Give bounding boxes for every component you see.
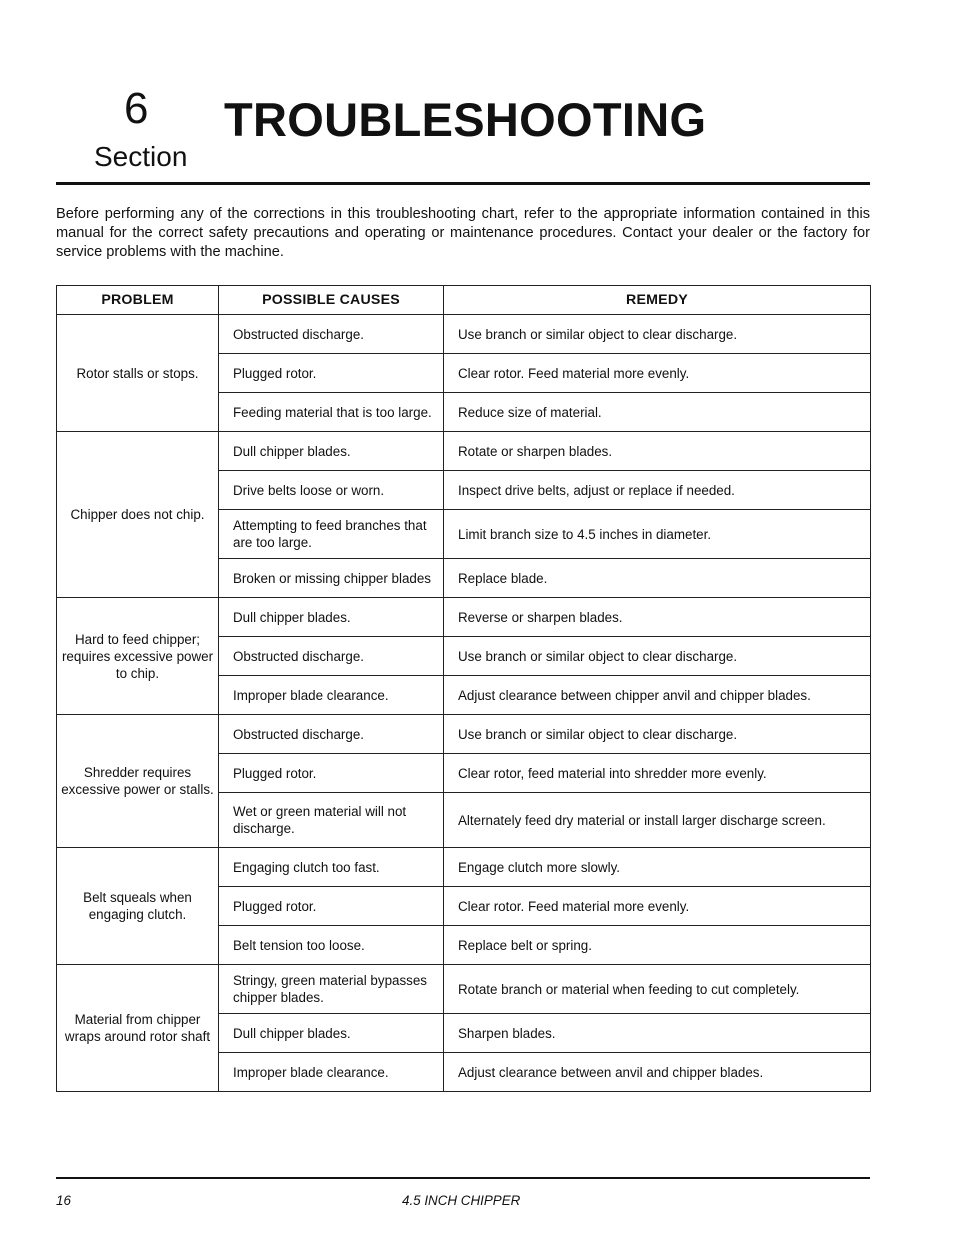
table-row [57, 432, 871, 471]
problem-cell: Hard to feed chipper; requires excessive power to chip. [57, 598, 219, 715]
title-divider [56, 182, 870, 185]
cause-cell: Obstructed discharge. [219, 715, 444, 754]
cause-cell: Feeding material that is too large. [219, 393, 444, 432]
troubleshooting-table [56, 285, 871, 1092]
cause-cell: Plugged rotor. [219, 754, 444, 793]
page-number: 16 [56, 1193, 71, 1208]
problem-cell: Belt squeals when engaging clutch. [57, 848, 219, 965]
remedy-cell: Sharpen blades. [444, 1014, 871, 1053]
header-remedy: REMEDY [444, 286, 871, 315]
remedy-cell: Rotate or sharpen blades. [444, 432, 871, 471]
section-label: Section [94, 141, 188, 172]
remedy-cell: Limit branch size to 4.5 inches in diameter. [444, 510, 871, 559]
cause-cell: Plugged rotor. [219, 887, 444, 926]
remedy-cell: Clear rotor. Feed material more evenly. [444, 887, 871, 926]
cause-cell: Dull chipper blades. [219, 432, 444, 471]
remedy-cell: Replace belt or spring. [444, 926, 871, 965]
cause-cell: Stringy, green material bypasses chipper blades. [219, 965, 444, 1014]
header-possible-causes: POSSIBLE CAUSES [219, 286, 444, 315]
cause-cell: Dull chipper blades. [219, 598, 444, 637]
remedy-cell: Clear rotor. Feed material more evenly. [444, 354, 871, 393]
cause-cell: Obstructed discharge. [219, 315, 444, 354]
cause-cell: Improper blade clearance. [219, 676, 444, 715]
remedy-cell: Engage clutch more slowly. [444, 848, 871, 887]
cause-cell: Obstructed discharge. [219, 637, 444, 676]
table-row [57, 848, 871, 887]
cause-cell: Plugged rotor. [219, 354, 444, 393]
table-row [57, 965, 871, 1014]
cause-cell: Wet or green material will not discharge. [219, 793, 444, 848]
remedy-cell: Adjust clearance between chipper anvil and chipper blades. [444, 676, 871, 715]
remedy-cell: Alternately feed dry material or install larger discharge screen. [444, 793, 871, 848]
page-title: TROUBLESHOOTING [224, 93, 707, 146]
cause-cell: Attempting to feed branches that are too large. [219, 510, 444, 559]
header-problem: PROBLEM [57, 286, 219, 315]
cause-cell: Belt tension too loose. [219, 926, 444, 965]
document-name: 4.5 INCH CHIPPER [402, 1193, 521, 1208]
problem-cell: Chipper does not chip. [57, 432, 219, 598]
cause-cell: Drive belts loose or worn. [219, 471, 444, 510]
remedy-cell: Rotate branch or material when feeding to cut completely. [444, 965, 871, 1014]
remedy-cell: Replace blade. [444, 559, 871, 598]
remedy-cell: Clear rotor, feed material into shredder more evenly. [444, 754, 871, 793]
cause-cell: Engaging clutch too fast. [219, 848, 444, 887]
footer-divider [56, 1177, 870, 1179]
intro-paragraph: Before performing any of the corrections in this troubleshooting chart, refer to the appropriate information contained in this manual for the correct safety precautions and operating or maintenance procedures. Contact your dealer or the factory for service problems with the machine. [56, 206, 870, 260]
problem-cell: Rotor stalls or stops. [57, 315, 219, 432]
remedy-cell: Reduce size of material. [444, 393, 871, 432]
remedy-cell: Use branch or similar object to clear discharge. [444, 315, 871, 354]
problem-cell: Shredder requires excessive power or stalls. [57, 715, 219, 848]
table-header-row [57, 286, 871, 315]
remedy-cell: Use branch or similar object to clear discharge. [444, 715, 871, 754]
remedy-cell: Inspect drive belts, adjust or replace if needed. [444, 471, 871, 510]
section-number: 6 [124, 84, 149, 133]
remedy-cell: Reverse or sharpen blades. [444, 598, 871, 637]
table-row [57, 715, 871, 754]
remedy-cell: Adjust clearance between anvil and chipper blades. [444, 1053, 871, 1092]
cause-cell: Broken or missing chipper blades [219, 559, 444, 598]
problem-cell: Material from chipper wraps around rotor shaft [57, 965, 219, 1092]
cause-cell: Dull chipper blades. [219, 1014, 444, 1053]
cause-cell: Improper blade clearance. [219, 1053, 444, 1092]
remedy-cell: Use branch or similar object to clear discharge. [444, 637, 871, 676]
table-row [57, 315, 871, 354]
table-row [57, 598, 871, 637]
